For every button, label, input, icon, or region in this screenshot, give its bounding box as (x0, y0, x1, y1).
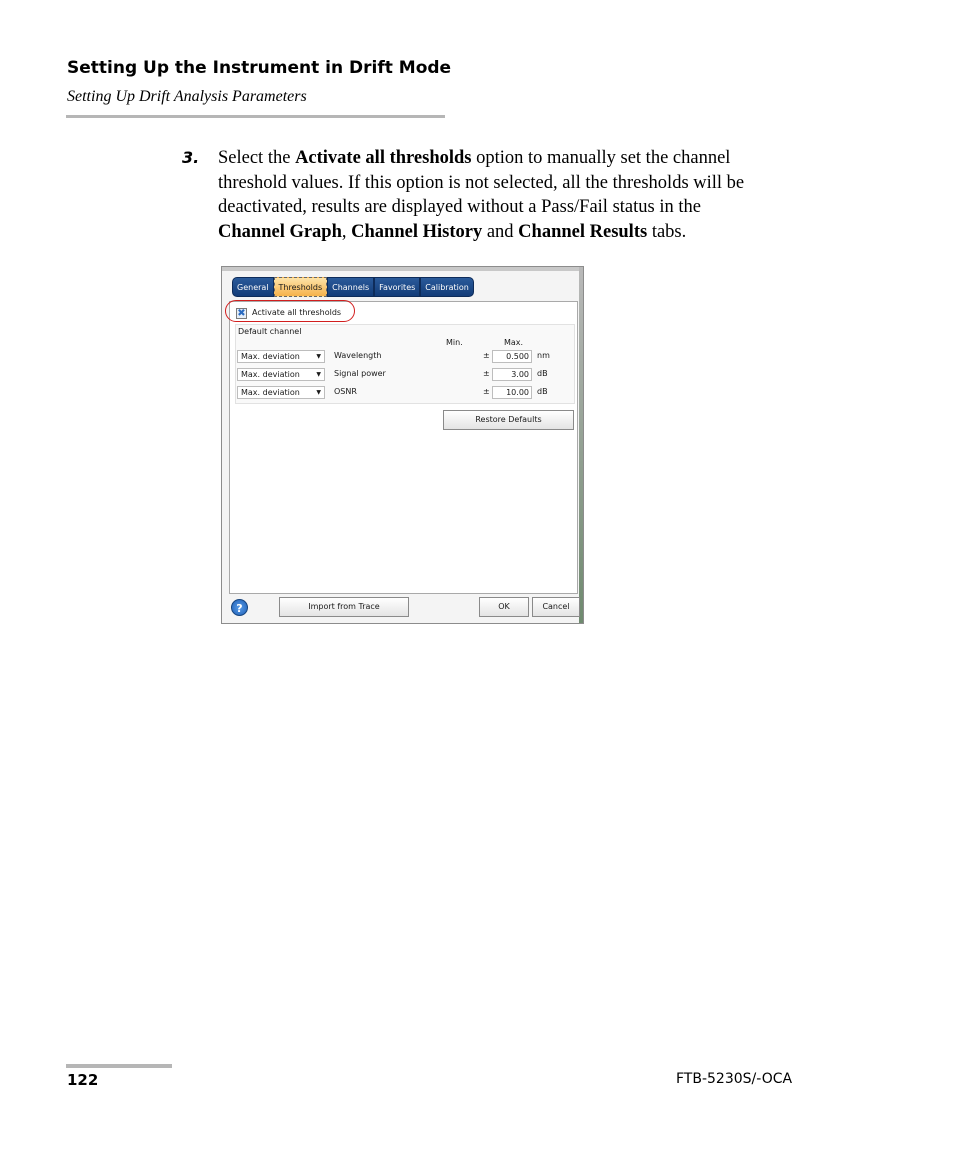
tab-channels[interactable]: Channels (327, 277, 374, 297)
step-number: 3. (182, 148, 200, 167)
running-header-subtitle: Setting Up Drift Analysis Parameters (67, 88, 307, 105)
tab-thresholds[interactable]: Thresholds (274, 277, 328, 297)
tab-bar (232, 277, 474, 297)
activate-all-thresholds-checkbox[interactable]: ✖ (237, 308, 246, 319)
unit-label: dB (537, 387, 548, 396)
column-header-max: Max. (504, 338, 524, 347)
parameter-name: Signal power (334, 369, 386, 378)
step-line-3: deactivated, results are displayed without a Pass/Fail status in the (218, 197, 701, 217)
max-value-input[interactable]: 3.00 (492, 368, 532, 381)
plus-minus-sign: ± (483, 351, 490, 360)
max-value-input[interactable]: 10.00 (492, 386, 532, 399)
tab-calibration[interactable]: Calibration (420, 277, 474, 297)
threshold-row-signal-power (230, 368, 579, 382)
footer-rule (66, 1064, 172, 1068)
unit-label: dB (537, 369, 548, 378)
thresholds-panel (229, 301, 578, 594)
header-rule (66, 115, 445, 118)
chevron-down-icon: ▼ (316, 371, 321, 378)
tab-general[interactable]: General (232, 277, 274, 297)
parameter-name: OSNR (334, 387, 357, 396)
import-from-trace-button[interactable]: Import from Trace (279, 597, 409, 617)
threshold-row-osnr (230, 386, 579, 400)
mode-select[interactable]: Max. deviation ▼ (237, 368, 325, 381)
cancel-button[interactable]: Cancel (532, 597, 580, 617)
unit-label: nm (537, 351, 550, 360)
ok-button[interactable]: OK (479, 597, 529, 617)
step-text (218, 146, 828, 244)
chevron-down-icon: ▼ (316, 353, 321, 360)
tab-favorites[interactable]: Favorites (374, 277, 420, 297)
help-icon[interactable]: ? (231, 599, 248, 616)
plus-minus-sign: ± (483, 369, 490, 378)
max-value-input[interactable]: 0.500 (492, 350, 532, 363)
chevron-down-icon: ▼ (316, 389, 321, 396)
step-line-4: Channel Graph, Channel History and Channel Results tabs. (218, 221, 687, 242)
column-header-min: Min. (446, 338, 463, 347)
thresholds-dialog-screenshot (221, 266, 584, 624)
document-id: FTB-5230S/-OCA (676, 1071, 793, 1087)
dialog-right-border (579, 267, 583, 623)
activate-all-thresholds-label: Activate all thresholds (252, 308, 342, 317)
page-number: 122 (67, 1071, 99, 1089)
group-title: Default channel (238, 327, 302, 336)
threshold-row-wavelength (230, 350, 579, 364)
dialog-top-border (222, 267, 583, 271)
mode-select[interactable]: Max. deviation ▼ (237, 350, 325, 363)
mode-select[interactable]: Max. deviation ▼ (237, 386, 325, 399)
step-line-1: Select the Activate all thresholds option to manually set the channel (218, 148, 731, 168)
plus-minus-sign: ± (483, 387, 490, 396)
restore-defaults-button[interactable]: Restore Defaults (443, 410, 574, 430)
running-header-title: Setting Up the Instrument in Drift Mode (67, 58, 452, 78)
step-line-2: threshold values. If this option is not selected, all the thresholds will be (218, 172, 745, 193)
parameter-name: Wavelength (334, 351, 382, 360)
